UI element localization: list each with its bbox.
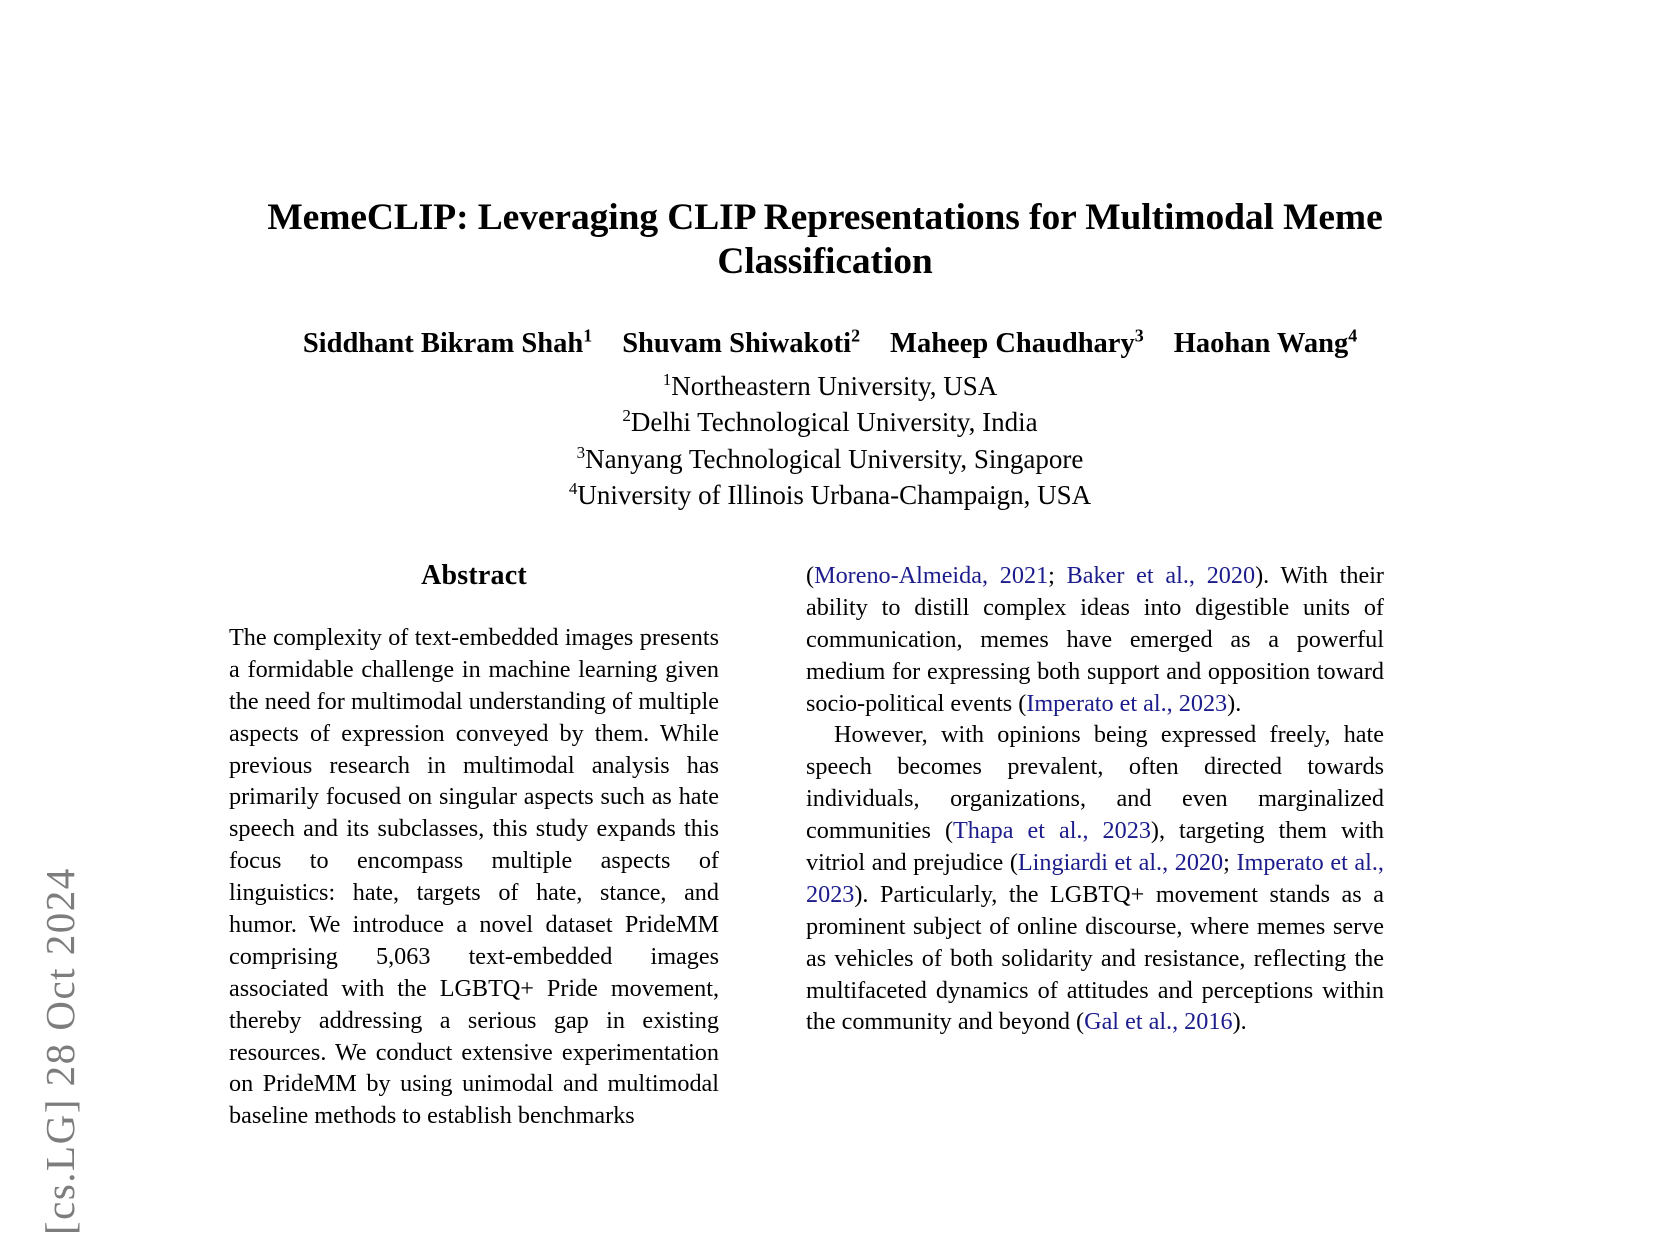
affiliation-text: University of Illinois Urbana-Champaign, USA — [577, 480, 1092, 511]
intro-text-segment: ), targeting them with vitriol and prejudice ( — [806, 817, 1384, 877]
citation-link-imperato[interactable]: Imperato et al., 2023 — [1026, 689, 1228, 717]
abstract-column — [229, 560, 719, 1241]
arxiv-stamp-text: [cs.LG] 28 Oct 2024 — [37, 867, 83, 1235]
body-columns — [0, 560, 1654, 1241]
author-name: Siddhant Bikram Shah — [302, 328, 584, 359]
abstract-heading: Abstract — [421, 560, 527, 591]
affiliation-marker: 1 — [662, 370, 672, 390]
intro-text-segment: ). Particularly, the LGBTQ+ movement stands as a prominent subject of online discourse, where memes serve as vehicles of both solidarity and resistance, reflecting the multifaceted dynamics of attitudes and perceptions within the community and beyond ( — [806, 880, 1384, 1036]
citation-link-lingiardi[interactable]: Lingiardi et al., 2020 — [1017, 849, 1224, 877]
author-affil-marker: 3 — [1134, 325, 1144, 346]
author-affil-marker: 2 — [851, 325, 861, 346]
title-block — [200, 196, 1450, 284]
citation-link-baker[interactable]: Baker et al., 2020 — [1066, 562, 1256, 589]
affiliation-list — [150, 368, 1510, 514]
paren-close: ). — [1227, 689, 1242, 717]
affiliation-marker: 3 — [576, 442, 586, 462]
author-line — [150, 325, 1510, 362]
citation-link-gal[interactable]: Gal et al., 2016 — [1084, 1008, 1233, 1036]
intro-paragraph-2 — [806, 719, 1384, 1038]
abstract-text: The complexity of text-embedded images presents a formidable challenge in machine learning given the need for multimodal understanding of multiple aspects of expression conveyed by them. While previous research in multimodal analysis has primarily focused on singular aspects such as hate speech and its subclasses, this study expands this focus to encompass multiple aspects of linguistics: hate, targets of hate, stance, and humor. We introduce a novel dataset PrideMM comprising 5,063 text-embedded images associated with the LGBTQ+ Pride movement, thereby addressing a serious gap in existing resources. We conduct extensive experimentation on PrideMM by using unimodal and multimodal baseline methods to establish benchmarks — [229, 624, 719, 1130]
introduction-column — [806, 560, 1384, 1241]
author-entry — [890, 325, 1144, 359]
intro-text-segment: ). With their ability to distill complex ideas into digestible units of communication, memes have emerged as a powerful medium for expressing both support and opposition toward socio-political events ( — [806, 562, 1384, 717]
affiliation-item — [150, 404, 1510, 440]
author-entry — [302, 325, 593, 359]
citation-link-thapa[interactable]: Thapa et al., 2023 — [953, 817, 1151, 845]
affiliation-text: Nanyang Technological University, Singapore — [585, 443, 1084, 474]
citation-separator: ; — [1048, 562, 1067, 589]
intro-text-segment: However, with opinions being expressed freely, hate speech becomes prevalent, often directed towards individuals, organizations, and even marginalized communities ( — [806, 721, 1384, 845]
citation-link-imperato-2[interactable]: Imperato et al., 2023 — [806, 849, 1384, 908]
affiliation-marker: 2 — [622, 406, 631, 426]
citation-separator: ; — [1223, 849, 1237, 877]
affiliation-text: Delhi Technological University, India — [630, 407, 1038, 438]
authors-block — [150, 325, 1510, 514]
author-name: Shuvam Shiwakoti — [622, 328, 852, 359]
affiliation-marker: 4 — [568, 479, 578, 499]
page-title: MemeCLIP: Leveraging CLIP Representations for Multimodal Meme Classification — [267, 197, 1383, 282]
affiliation-item — [150, 368, 1510, 404]
author-name: Haohan Wang — [1173, 328, 1349, 359]
author-entry — [622, 325, 861, 359]
affiliation-item — [150, 477, 1510, 513]
affiliation-item — [150, 441, 1510, 477]
author-name: Maheep Chaudhary — [890, 328, 1135, 359]
paren-open: ( — [806, 562, 815, 589]
affiliation-text: Northeastern University, USA — [671, 371, 998, 402]
citation-link-moreno-almeida[interactable]: Moreno-Almeida, 2021 — [814, 562, 1049, 589]
author-affil-marker: 1 — [583, 325, 593, 346]
intro-paragraph-1 — [806, 560, 1384, 719]
author-affil-marker: 4 — [1348, 325, 1358, 346]
paren-close: ). — [1232, 1008, 1247, 1036]
author-entry — [1173, 325, 1358, 359]
